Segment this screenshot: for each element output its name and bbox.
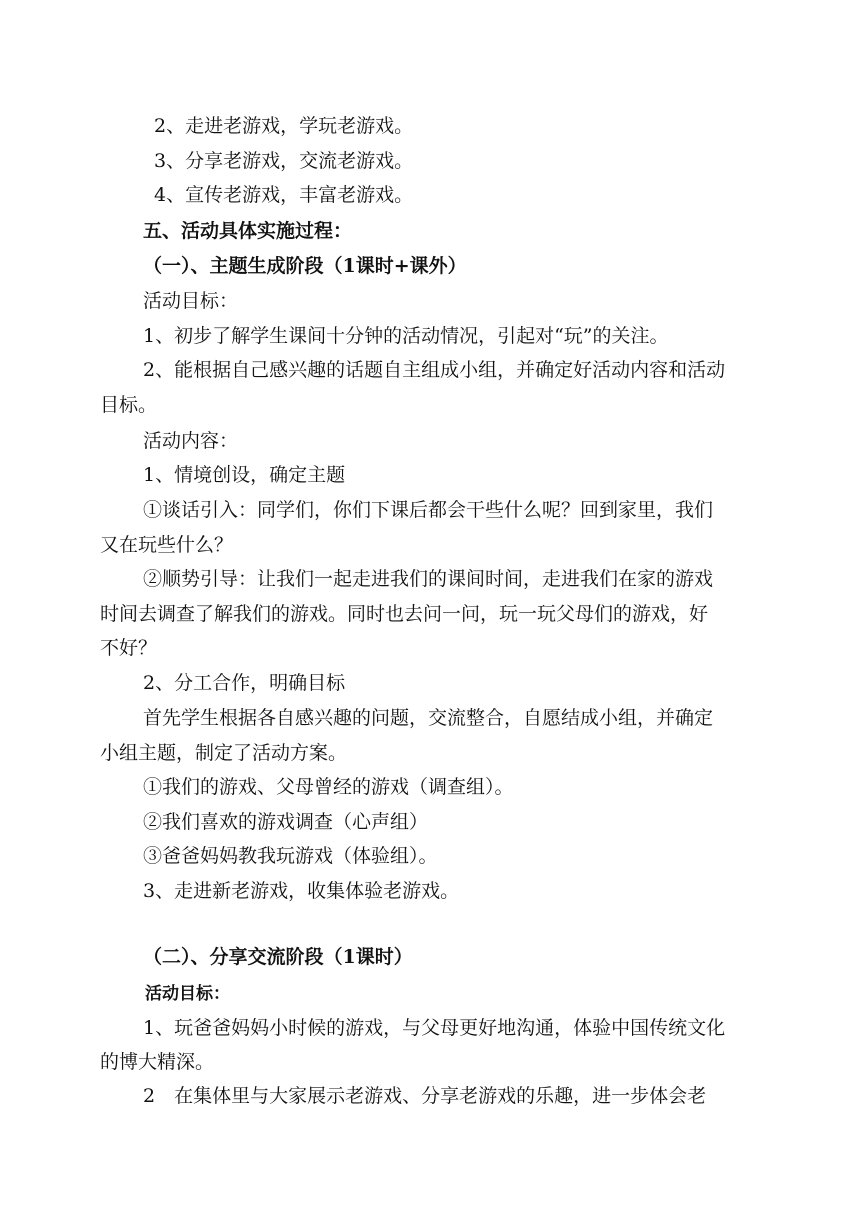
paragraph-line: ②我们喜欢的游戏调查（心声组）: [143, 811, 429, 833]
paragraph-line: 小组主题，制定了活动方案。: [100, 742, 348, 764]
paragraph-line: 2、能根据自己感兴趣的话题自主组成小组，并确定好活动内容和活动: [143, 359, 726, 381]
list-item: 3、分享老游戏，交流老游戏。: [154, 150, 414, 172]
step-title: 1、情境创设，确定主题: [143, 464, 346, 486]
paragraph-line: 又在玩些什么？: [100, 534, 234, 556]
paragraph-line: ③爸爸妈妈教我玩游戏（体验组）。: [143, 845, 438, 867]
list-item: 4、宣传老游戏，丰富老游戏。: [154, 184, 414, 206]
stage-heading: （二）、分享交流阶段（1课时）: [143, 946, 413, 968]
goal-label: 活动目标：: [145, 984, 230, 1004]
paragraph-line: 目标。: [100, 394, 158, 416]
paragraph-line: 2 在集体里与大家展示老游戏、分享老游戏的乐趣，进一步体会老: [143, 1085, 707, 1107]
paragraph-line: 1、玩爸爸妈妈小时候的游戏，与父母更好地沟通，体验中国传统文化: [143, 1017, 726, 1039]
section-heading: 五、活动具体实施过程：: [143, 220, 353, 242]
paragraph-line: ②顺势引导：让我们一起走进我们的课间时间，走进我们在家的游戏: [143, 568, 714, 590]
goal-label: 活动目标：: [143, 290, 239, 312]
stage-heading: （一）、主题生成阶段（1课时+课外）: [143, 255, 467, 277]
paragraph-line: 1、初步了解学生课间十分钟的活动情况，引起对“玩”的关注。: [143, 325, 669, 347]
paragraph-line: 首先学生根据各自感兴趣的问题，交流整合，自愿结成小组，并确定: [143, 707, 714, 729]
paragraph-line: 时间去调查了解我们的游戏。同时也去问一问，玩一玩父母们的游戏，好: [100, 603, 709, 625]
content-label: 活动内容：: [143, 430, 239, 452]
paragraph-line: ①谈话引入：同学们，你们下课后都会干些什么呢？回到家里，我们: [143, 499, 714, 521]
paragraph-line: 不好？: [100, 637, 158, 659]
step-title: 2、分工合作，明确目标: [143, 672, 346, 694]
step-title: 3、走进新老游戏，收集体验老游戏。: [143, 880, 460, 902]
list-item: 2、走进老游戏，学玩老游戏。: [154, 115, 414, 137]
paragraph-line: 的博大精深。: [100, 1051, 215, 1073]
paragraph-line: ①我们的游戏、父母曾经的游戏（调查组）。: [143, 776, 514, 798]
